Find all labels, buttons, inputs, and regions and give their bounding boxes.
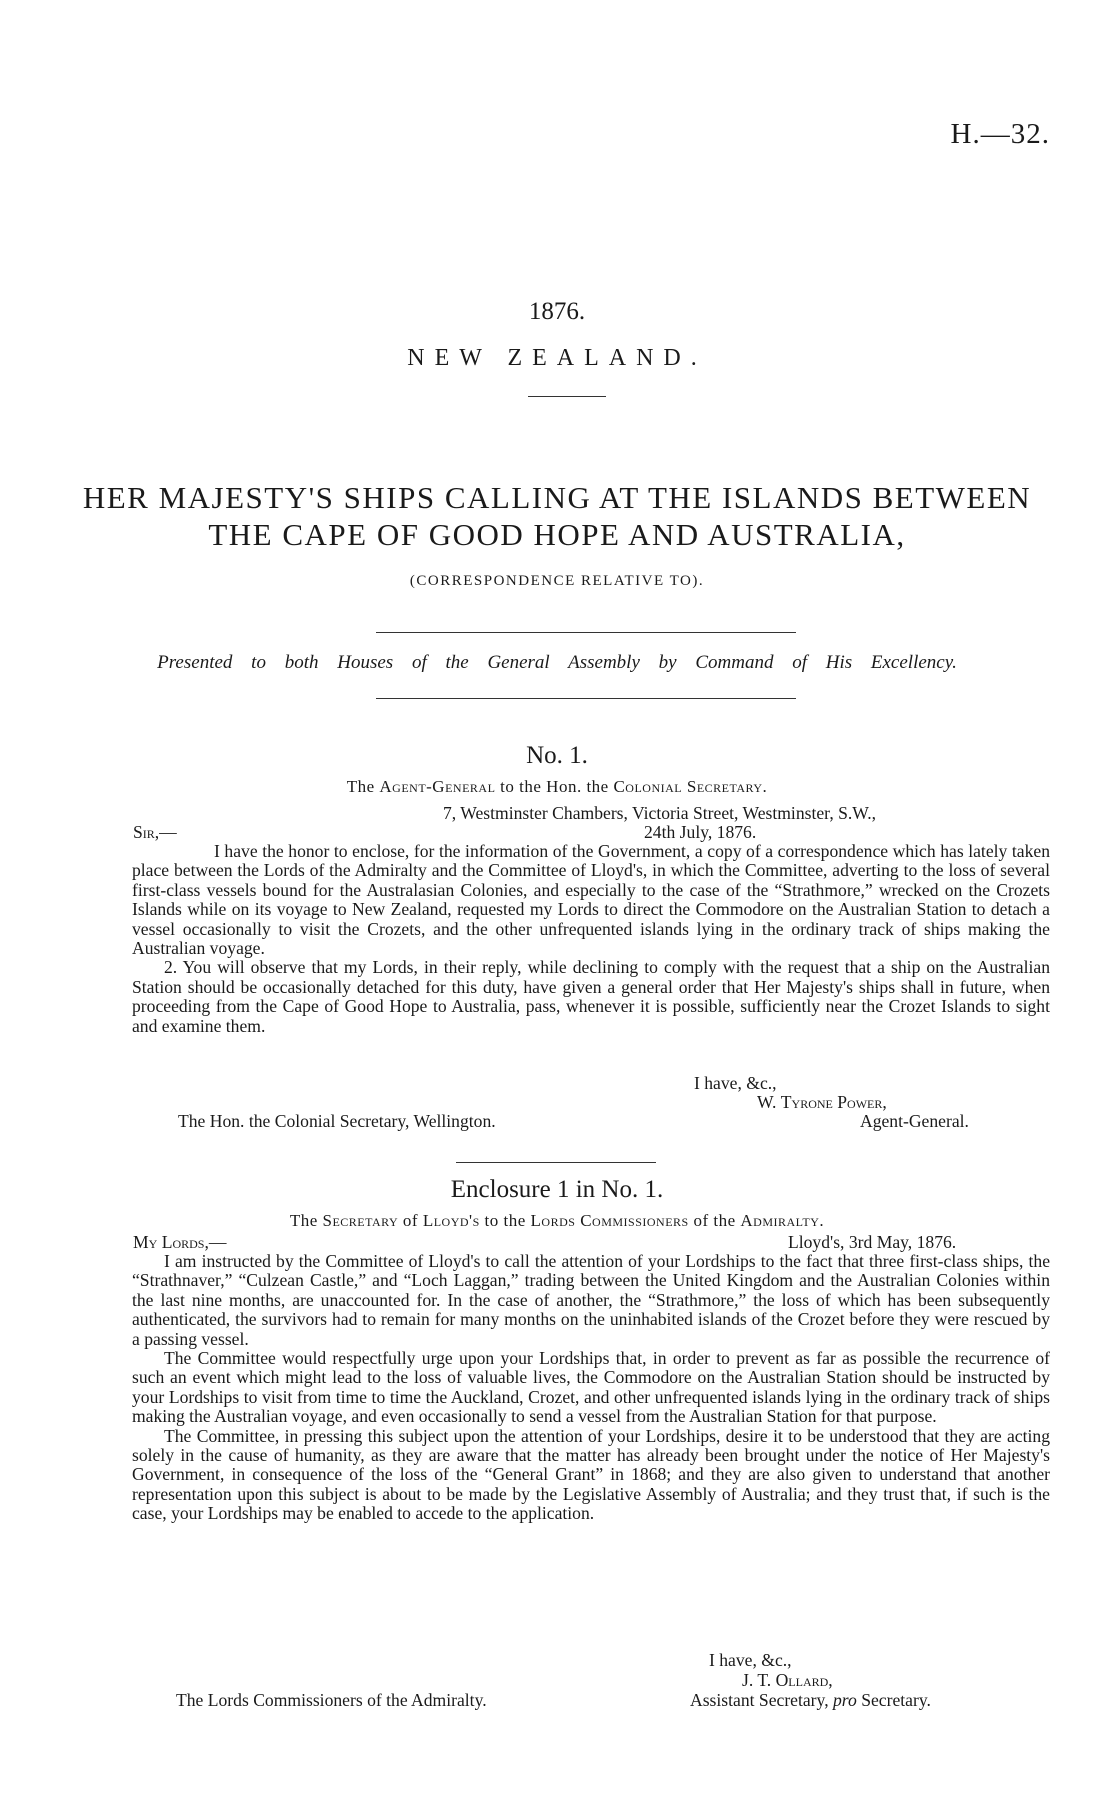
enclosure-signature-title <box>690 1690 931 1711</box>
letter-number: No. 1. <box>526 742 588 769</box>
heading-mid: to the Hon. the <box>500 777 609 796</box>
presented-word: Command <box>695 652 774 673</box>
presented-word: both <box>284 652 319 673</box>
presented-word: of <box>411 652 427 673</box>
presented-word: by <box>658 652 677 673</box>
title-prefix: Assistant Secretary, <box>690 1690 829 1710</box>
presented-word: Presented <box>157 652 233 673</box>
heading-to: Colonial Secretary. <box>613 777 768 796</box>
enclosure-paragraph: I am instructed by the Committee of Lloyd's to call the attention of your Lordships to the fact that three first-class ships, the “Strathnaver,” “Culzean Castle,” and “Loch Laggan,” trading between the United Kingdom and the Australian Colonies within the last nine months, are unaccounted for. In the case of another, the “Strathmore,” the loss of which has been subsequently authenticated, the survivors had to remain for many months on the uninhabited islands of the Crozet before they were rescued by a passing vessel. <box>132 1251 1050 1349</box>
presented-word: General <box>487 652 550 673</box>
presented-word: Houses <box>337 652 394 673</box>
presented-word: Assembly <box>568 652 640 673</box>
signature-name: Ollard, <box>775 1670 833 1690</box>
heading-dept: Admiralty. <box>740 1211 825 1230</box>
signature-initials: J. T. <box>742 1670 772 1690</box>
letter-salutation: Sir,— <box>133 822 177 842</box>
heading-prefix: The <box>289 1211 318 1230</box>
document-year: 1876. <box>528 298 586 325</box>
letter-address: 7, Westminster Chambers, Victoria Street, Westminster, S.W., <box>443 803 877 823</box>
heading-of2: of the <box>693 1211 736 1230</box>
divider-bottom <box>376 698 796 699</box>
divider-enclosure <box>456 1162 656 1163</box>
heading-prefix: The <box>346 777 375 796</box>
heading-from: Agent-General <box>379 777 496 796</box>
heading-org: Lloyd's <box>422 1211 480 1230</box>
letter-paragraph: 2. You will observe that my Lords, in their reply, while declining to comply with the request that a ship on the Australian Station should be occasionally detached for this duty, have given a general order that Her Majesty's ships shall in future, when proceeding from the Cape of Good Hope to Australia, pass, whenever it is possible, sufficiently near the Crozet Islands to sight and examine them. <box>132 957 1050 1036</box>
enclosure-heading <box>0 1211 1114 1231</box>
signature-name: Tyrone Power, <box>780 1092 887 1112</box>
letter-signature <box>757 1092 887 1113</box>
enclosure-date: Lloyd's, 3rd May, 1876. <box>788 1232 957 1252</box>
letter-closing: I have, &c., <box>694 1073 777 1093</box>
document-country: NEW ZEALAND. <box>407 345 707 371</box>
presented-word: the <box>445 652 469 673</box>
heading-of: of <box>402 1211 419 1230</box>
title-pro: pro <box>833 1690 857 1710</box>
presented-word: to <box>251 652 266 673</box>
heading-to: Lords Commissioners <box>530 1211 689 1230</box>
letter-date: 24th July, 1876. <box>644 822 757 842</box>
enclosure-signature <box>742 1670 833 1691</box>
enclosure-closing: I have, &c., <box>709 1650 792 1670</box>
heading-from: Secretary <box>322 1211 399 1230</box>
letter-paragraph: I have the honor to enclose, for the information of the Government, a copy of a correspondence which has lately taken place between the Lords of the Admiralty and the Committee of Lloyd's, in which the Committee, adverting to the loss of several first-class vessels bound for the Australasian Colonies, and especially to the case of the “Strathmore,” wrecked on the Crozets Islands while on its voyage to New Zealand, requested my Lords to direct the Commodore on the Australian Station to detach a vessel occasionally to visit the Crozets, and the other unfrequented islands lying in the ordinary track of ships making the Australian voyage. <box>132 841 1050 959</box>
enclosure-paragraph: The Committee would respectfully urge upon your Lordships that, in order to prevent as far as possible the recurrence of such an event which might lead to the loss of valuable lives, the Commodore on the Australian Station should be instructed by your Lordships to visit from time to time the Auckland, Crozet, and other unfrequented islands lying in the ordinary track of ships making the Australian voyage, and even occasionally to send a vessel from the Australian Station for that purpose. <box>132 1348 1050 1427</box>
presented-word: Excellency. <box>870 652 957 673</box>
presented-line <box>0 652 1114 674</box>
heading-to-word: to the <box>484 1211 526 1230</box>
enclosure-salutation: My Lords,— <box>133 1232 227 1252</box>
presented-word: of <box>792 652 807 673</box>
letter-addressee: The Hon. the Colonial Secretary, Wellington. <box>178 1111 496 1131</box>
enclosure-number: Enclosure 1 in No. 1. <box>450 1176 664 1203</box>
enclosure-addressee: The Lords Commissioners of the Admiralty. <box>176 1690 487 1710</box>
divider-top <box>376 632 796 633</box>
signature-initial: W. <box>757 1092 777 1112</box>
letter-signature-title: Agent-General. <box>860 1111 969 1131</box>
enclosure-body <box>132 1252 1050 1524</box>
divider-short <box>528 396 606 397</box>
title-suffix: Secretary. <box>861 1690 931 1710</box>
document-title-line2: THE CAPE OF GOOD HOPE AND AUSTRALIA, <box>208 517 906 552</box>
letter-heading <box>0 777 1114 797</box>
presented-word: His <box>825 652 853 673</box>
document-subtitle: (CORRESPONDENCE RELATIVE TO). <box>409 573 705 589</box>
enclosure-paragraph: The Committee, in pressing this subject upon the attention of your Lordships, desire it to be understood that they are acting solely in the cause of humanity, as they are aware that the matter has already been brought under the notice of Her Majesty's Government, in consequence of the loss of the “General Grant” in 1868; and they are also given to understand that another representation upon this subject is about to be made by the Legislative Assembly of Australia; and they trust that, if such is the case, your Lordships may be enabled to accede to the application. <box>132 1425 1050 1524</box>
document-number: H.—32. <box>950 118 1050 150</box>
document-title-line1: HER MAJESTY'S SHIPS CALLING AT THE ISLANDS BETWEEN <box>82 480 1032 515</box>
letter-body <box>132 842 1050 1036</box>
